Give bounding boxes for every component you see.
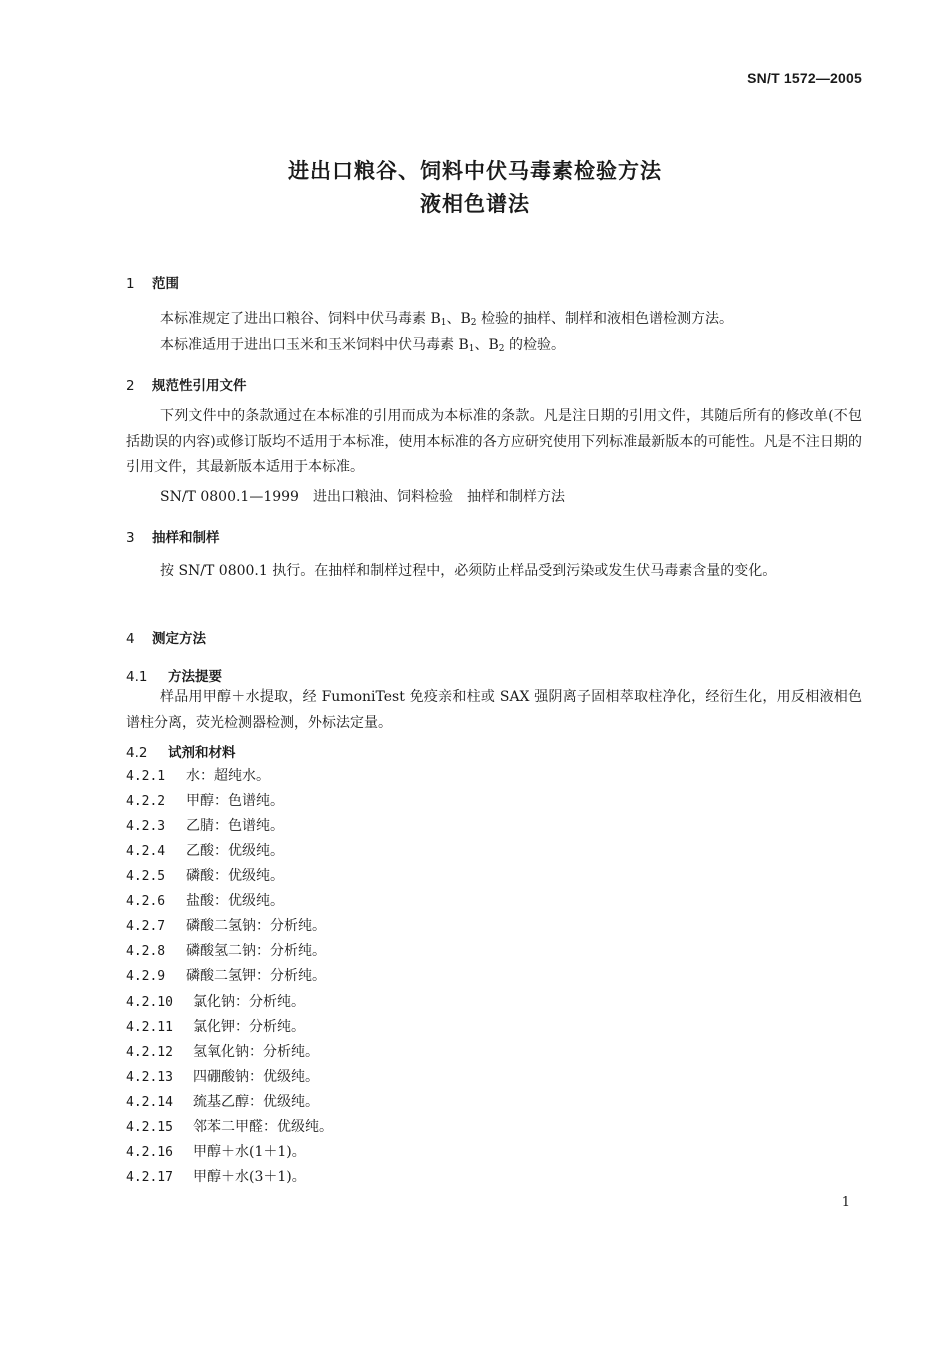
reagent-item [126,965,326,985]
reagent-number: 4.2.7 [126,919,166,934]
reagent-text: 甲醇：色谱纯。 [186,793,284,809]
reagent-text: 四硼酸钠：优级纯。 [193,1069,319,1085]
reagent-number: 4.2.17 [126,1170,173,1185]
reagent-item [126,1066,319,1086]
reference-item: SN/T 0800.1—1999 进出口粮油、饲料检验 抽样和制样方法 [160,489,565,505]
section-title: 范围 [152,276,179,292]
section-title: 测定方法 [152,631,206,647]
reagent-item [126,1016,305,1036]
text: 本标准规定了进出口粮谷、饲料中伏马毒素 B [160,311,441,327]
subscript: 2 [470,318,477,328]
reagent-item [126,815,284,835]
subsection-number: 4.2 [126,745,148,761]
reagent-text: 巯基乙醇：优级纯。 [193,1094,319,1110]
section-heading-scope [126,272,179,292]
reagent-text: 氯化钠：分析纯。 [193,994,305,1010]
section-number: 4 [126,631,135,647]
reagent-text: 磷酸二氢钾：分析纯。 [186,968,326,984]
reagent-item [126,991,305,1011]
section-number: 2 [126,378,135,394]
reagent-text: 甲醇＋水(1＋1)。 [193,1144,306,1160]
standard-code: SN/T 1572—2005 [747,70,862,86]
reagent-text: 邻苯二甲醛：优级纯。 [193,1119,333,1135]
section-number: 3 [126,530,135,546]
reagent-text: 乙酸：优级纯。 [186,843,284,859]
reagent-text: 乙腈：色谱纯。 [186,818,284,834]
section-heading-sampling [126,526,220,546]
reagent-number: 4.2.12 [126,1045,173,1060]
scope-paragraph-1 [160,308,733,328]
subscript: 1 [468,344,475,354]
reagent-item [126,840,284,860]
section-title: 规范性引用文件 [152,378,247,394]
reagent-item [126,940,326,960]
scope-paragraph-2 [160,334,565,354]
text: 的检验。 [504,337,565,353]
subsection-heading-principle [126,665,222,685]
reagent-text: 水：超纯水。 [186,768,270,784]
subsection-number: 4.1 [126,669,148,685]
reagent-number: 4.2.3 [126,819,166,834]
reagent-text: 磷酸：优级纯。 [186,868,284,884]
reagent-text: 磷酸二氢钠：分析纯。 [186,918,326,934]
reagent-item [126,1041,319,1061]
page-number: 1 [841,1195,850,1210]
text: 检验的抽样、制样和液相色谱检测方法。 [476,311,733,327]
reagent-item [126,1141,306,1161]
reagent-text: 甲醇＋水(3＋1)。 [193,1169,306,1185]
reagent-number: 4.2.2 [126,794,166,809]
reagent-number: 4.2.5 [126,869,166,884]
reagent-text: 盐酸：优级纯。 [186,893,284,909]
reagent-item [126,790,284,810]
reagent-text: 氯化钾：分析纯。 [193,1019,305,1035]
reagent-number: 4.2.9 [126,969,166,984]
section-heading-normative-references [126,374,247,394]
section-title: 抽样和制样 [152,530,220,546]
sampling-paragraph: 按 SN/T 0800.1 执行。在抽样和制样过程中，必须防止样品受到污染或发生伏马毒素含量的变化。 [160,563,777,579]
reagent-number: 4.2.4 [126,844,166,859]
reagent-item [126,890,284,910]
text: 本标准适用于进出口玉米和玉米饲料中伏马毒素 B [160,337,469,353]
subscript: 1 [440,318,447,328]
subsection-title: 试剂和材料 [168,745,236,761]
reagent-number: 4.2.11 [126,1020,173,1035]
reagent-text: 氢氧化钠：分析纯。 [193,1044,319,1060]
reagent-number: 4.2.1 [126,769,166,784]
reagent-number: 4.2.14 [126,1095,173,1110]
reagent-text: 磷酸氢二钠：分析纯。 [186,943,326,959]
reagent-item [126,1116,333,1136]
subscript: 2 [498,344,505,354]
reagent-item [126,1166,306,1186]
text: 、B [474,337,499,353]
principle-paragraph: 样品用甲醇＋水提取，经 FumoniTest 免疫亲和柱或 SAX 强阴离子固相萃取柱净化，经衍生化，用反相液相色谱柱分离，荧光检测器检测，外标法定量。 [126,689,862,731]
reagent-number: 4.2.16 [126,1145,173,1160]
reagent-number: 4.2.13 [126,1070,173,1085]
reagent-number: 4.2.8 [126,944,166,959]
section-heading-method [126,627,206,647]
subsection-title: 方法提要 [168,669,222,685]
reagent-number: 4.2.10 [126,995,173,1010]
document-subtitle: 液相色谱法 [420,192,530,216]
reagent-number: 4.2.6 [126,894,166,909]
reagent-item [126,765,270,785]
document-title: 进出口粮谷、饲料中伏马毒素检验方法 [288,159,662,183]
reagent-item [126,1091,319,1111]
reagent-number: 4.2.15 [126,1120,173,1135]
reagent-item [126,915,326,935]
subsection-heading-reagents [126,741,236,761]
text: 、B [446,311,471,327]
references-paragraph: 下列文件中的条款通过在本标准的引用而成为本标准的条款。凡是注日期的引用文件，其随后所有的修改单(不包括勘误的内容)或修订版均不适用于本标准，使用本标准的各方应研究使用下列标准最新版本的可能性。凡是不注日期的引用文件，其最新版本适用于本标准。 [126,408,862,475]
section-number: 1 [126,276,135,292]
reagent-item [126,865,284,885]
